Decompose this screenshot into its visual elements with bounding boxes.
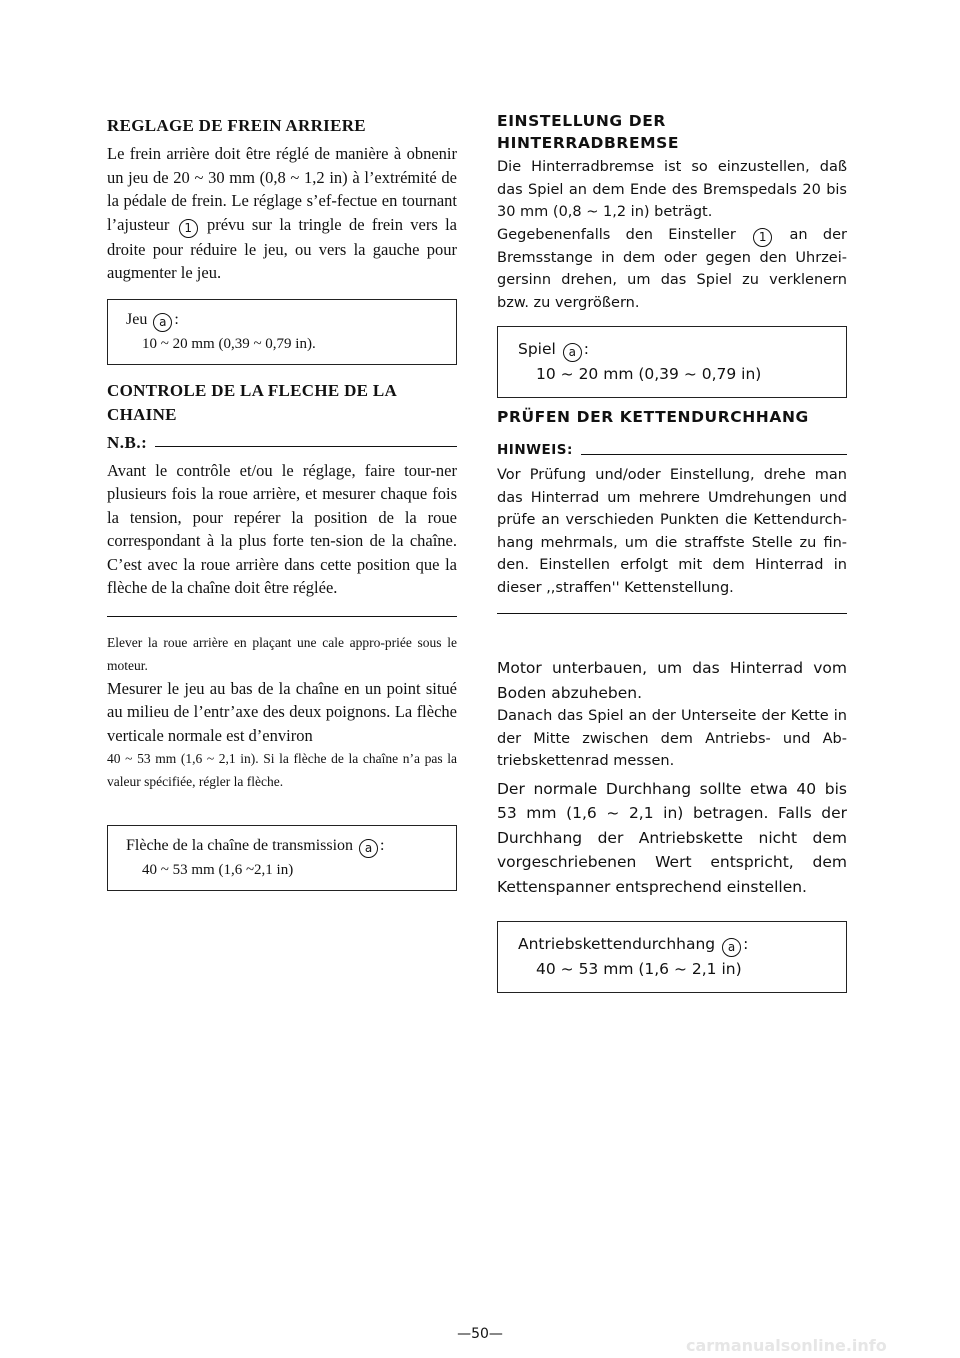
de-note-text: Vor Prüfung und/oder Einstellung, drehe man das Hinterrad um mehrere Umdrehungen und prüfe an verschieden Punkten die Kettendurch-hang mehrmals, um die straffste Stelle zu fin-den. Einstellen erfolgt mit dem Hinterrad in dieser ,,straffen'' Kettenstellung. <box>497 467 847 596</box>
de-rear-brake-text: Die Hinterradbremse ist so einzustellen, daß das Spiel an dem Ende des Bremspedals 20 bis 30 mm (0,8 ~ 1,2 in) beträgt. <box>497 159 847 220</box>
ref-1-icon: 1 <box>753 228 772 247</box>
divider <box>497 613 847 614</box>
divider <box>581 454 847 455</box>
ref-a-icon: a <box>359 839 378 858</box>
fr-rear-brake-text: Le frein arrière doit être réglé de manière à obnenir un jeu de 20 ~ 30 mm (0,8 ~ 1,2 in) à l’extrémité de la pédale de frein. Le réglage s’ef-fectue en tournant l’ajusteur 1 prévu sur la tringle de frein vers la droite pour réduire le jeu, ou vers la gauche pour augmenter le jeu. <box>107 144 458 282</box>
fr-note-label: N.B.: <box>107 432 148 452</box>
german-column <box>497 110 847 993</box>
de-spec-box-spiel: Spiel a : 10 ~ 20 mm (0,39 ~ 0,79 in) <box>497 326 847 398</box>
fr-spec-box-jeu: Jeu a : 10 ~ 20 mm (0,39 ~ 0,79 in). <box>107 299 457 365</box>
de-raise-wheel-text: Motor unterbauen, um das Hinterrad vom Boden abzuheben. <box>497 659 847 702</box>
de-measure-text: Danach das Spiel an der Unterseite der Kette in der Mitte zwischen dem Antriebs- und Ab-triebskettenrad messen. <box>497 708 847 769</box>
fr-measure-text-2: 40 ~ 53 mm (1,6 ~ 2,1 in). Si la flèche de la chaîne n’a pas la valeur spécifiée, régler la flèche. <box>107 751 457 789</box>
fr-title-chain: CONTROLE DE LA FLECHE DE LA CHAINE <box>107 380 397 424</box>
de-title-chain: PRÜFEN DER KETTENDURCHHANG <box>497 408 809 426</box>
de-spec-box-chain: Antriebskettendurchhang a : 40 ~ 53 mm (1,6 ~ 2,1 in) <box>497 921 847 993</box>
french-column <box>107 110 457 891</box>
ref-a-icon: a <box>153 313 172 332</box>
ref-a-icon: a <box>722 938 741 957</box>
de-note-label: HINWEIS: <box>497 442 573 458</box>
de-note-header <box>497 442 847 458</box>
fr-measure-text: Mesurer le jeu au bas de la chaîne en un point situé au milieu de l’entr’axe des deux poignons. La flèche verticale normale est d’environ <box>107 678 457 745</box>
divider <box>155 446 457 447</box>
page-number: —50— <box>457 1326 503 1342</box>
watermark: carmanualsonline.info <box>686 1336 887 1355</box>
fr-note-text: Avant le contrôle et/ou le réglage, faire tour-ner plusieurs fois la roue arrière, et mesurer chaque fois la tension, pour repérer la position de la roue correspondant à la plus forte ten-sion de la chaîne. C’est avec la roue arrière dans cette position que la flèche de la chaîne doit être réglée. <box>107 460 457 597</box>
fr-raise-wheel-text: Elever la roue arrière en plaçant une cale appro-priée sous le moteur. <box>107 634 457 673</box>
fr-spec-box-chain: Flèche de la chaîne de transmission a : 40 ~ 53 mm (1,6 ~2,1 in) <box>107 825 457 891</box>
fr-note-header <box>107 433 457 453</box>
de-normal-sag-text: Der normale Durchhang sollte etwa 40 bis 53 mm (1,6 ~ 2,1 in) betragen. Falls der Durchhang der Antriebskette nicht dem vorgeschriebenen Wert entspricht, dem Kettenspanner entsprechend einstellen. <box>497 779 847 896</box>
de-adjuster-text: Gegebenenfalls den Einsteller 1 an der Bremsstange in dem oder gegen den Uhrzei-gersinn drehen, um das Spiel zu verklenern bzw. zu vergrößern. <box>497 226 847 311</box>
de-title-rear-brake: EINSTELLUNG DER HINTERRADBREMSE <box>497 112 680 152</box>
fr-title-rear-brake: REGLAGE DE FREIN ARRIERE <box>107 116 366 135</box>
ref-1-icon: 1 <box>179 219 198 238</box>
divider <box>107 616 457 617</box>
ref-a-icon: a <box>563 343 582 362</box>
